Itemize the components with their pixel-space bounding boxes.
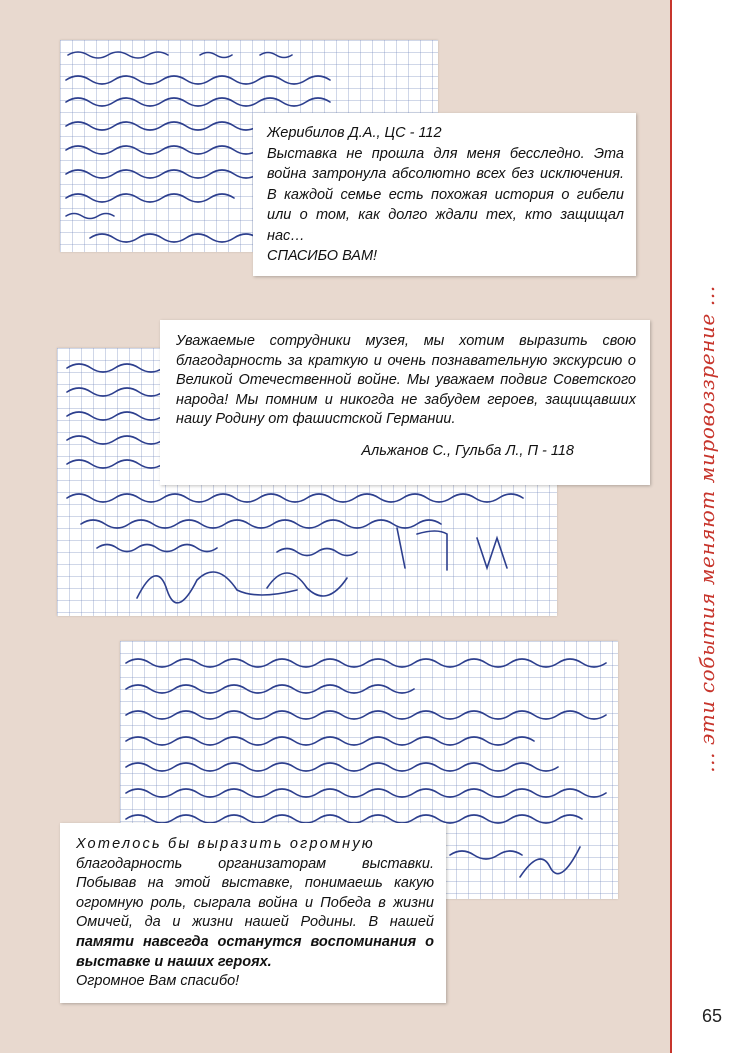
transcription-note-1 (253, 113, 636, 276)
note2-signature: Альжанов С., Гульба Л., П - 118 (361, 442, 574, 459)
side-caption: ... эти события меняют мировоззрение ... (695, 285, 719, 773)
note1-body: Выставка не прошла для меня бесследно. Эта война затронула абсолютно всех без исключения. В каждой семье есть похожая история о гибели или о том, как долго ждали тех, кто защищал нас… (267, 145, 624, 244)
note2-body: Уважаемые сотрудники музея, мы хотим выразить свою благодарность за краткую и очень познавательную экскурсию о Великой Отечественной войне. Мы уважаем подвиг Советского народа! Мы помним и никогда не забудем героев, защищавших нашу Родину от фашистской Германии. (176, 333, 636, 427)
transcription-note-3 (60, 823, 446, 1003)
page-number: 65 (701, 1006, 723, 1026)
note3-closing: Огромное Вам спасибо! (76, 973, 240, 990)
note3-first-line: Хотелось бы выразить огромную (76, 836, 375, 852)
pad-brand-logo (58, 578, 92, 590)
note1-author: Жерибилов Д.А., ЦС - 112 (267, 125, 442, 141)
note3-body (76, 855, 434, 973)
note1-closing: СПАСИБО ВАМ! (267, 248, 378, 264)
note3-bold-text: памяти навсегда останутся воспоминания о выставке и наших героях. (76, 933, 434, 970)
note3-body-text: благодарность организаторам выставки. Побывав на этой выставке, понимаешь какую огромную роль, сыграла война и Победа в жизни Омичей, да и жизни нашей Родины. В нашей (76, 855, 434, 931)
side-divider-line (670, 0, 672, 1053)
transcription-note-2 (160, 320, 650, 485)
